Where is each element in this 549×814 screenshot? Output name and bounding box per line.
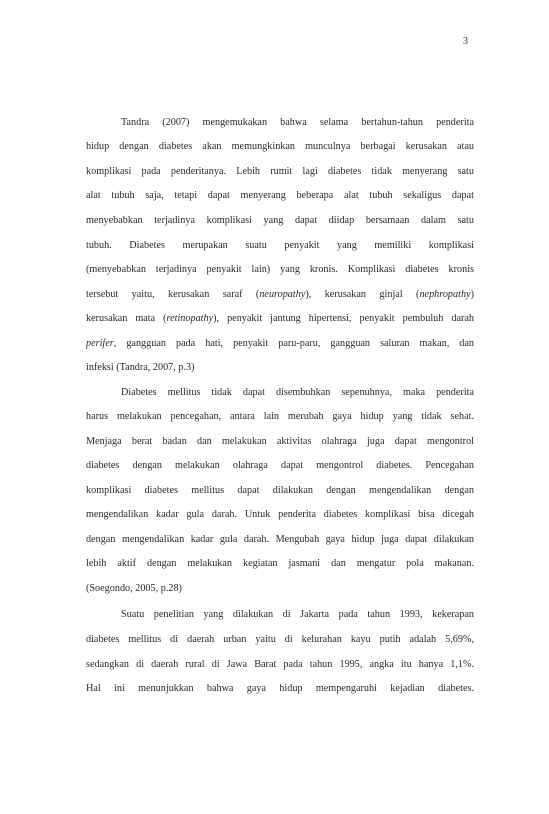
paragraph-line: perifer, gangguan pada hati, penyakit paru-paru, gangguan saluran makan, dan [86, 338, 474, 349]
paragraph-line: diabetes dengan melakukan olahraga dapat mengontrol diabetes. Pencegahan [86, 460, 474, 471]
paragraph-line: (menyebabkan terjadinya penyakit lain) yang kronis. Komplikasi diabetes kronis [86, 264, 474, 275]
paragraph-line: Hal ini menunjukkan bahwa gaya hidup mempengaruhi kejadian diabetes. [86, 683, 474, 694]
paragraph-line: komplikasi diabetes mellitus dapat dilakukan dengan mengendalikan dengan [86, 485, 474, 496]
paragraph-line: sedangkan di daerah rural di Jawa Barat pada tahun 1995, angka itu hanya 1,1%. [86, 659, 474, 670]
page-number: 3 [463, 36, 468, 47]
paragraph-line: alat tubuh saja, tetapi dapat menyerang beberapa alat tubuh sekaligus dapat [86, 190, 474, 201]
paragraph-line: (Soegondo, 2005, p.28) [86, 583, 182, 594]
paragraph-line: diabetes mellitus di daerah urban yaitu di kelurahan kayu putih adalah 5,69%, [86, 634, 474, 645]
paragraph-line: dengan mengendalikan kadar gula darah. Mengubah gaya hidup juga dapat dilakukan [86, 534, 474, 545]
paragraph-line: tersebut yaitu, kerusakan saraf (neuropathy), kerusakan ginjal (nephropathy) [86, 289, 474, 300]
paragraph-line: Menjaga berat badan dan melakukan aktivitas olahraga juga dapat mengontrol [86, 436, 474, 447]
paragraph-line: infeksi (Tandra, 2007, p.3) [86, 362, 195, 373]
paragraph-line: kerusakan mata (retinopathy), penyakit jantung hipertensi, penyakit pembuluh darah [86, 313, 474, 324]
paragraph-line: tubuh. Diabetes merupakan suatu penyakit yang memiliki komplikasi [86, 240, 474, 251]
paragraph-line: menyebabkan terjadinya komplikasi yang dapat diidap bersamaan dalam satu [86, 215, 474, 226]
paragraph-line: lebih aktif dengan melakukan kegiatan jasmani dan mengatur pola makanan. [86, 558, 474, 569]
paragraph-line: Diabetes mellitus tidak dapat disembuhkan sepenuhnya, maka penderita [121, 387, 474, 398]
paragraph-line: hidup dengan diabetes akan memungkinkan munculnya berbagai kerusakan atau [86, 141, 474, 152]
paragraph-line: mengendalikan kadar gula darah. Untuk penderita diabetes komplikasi bisa dicegah [86, 509, 474, 520]
paragraph-line: Tandra (2007) mengemukakan bahwa selama bertahun-tahun penderita [121, 117, 474, 128]
paragraph-line: Suatu penelitian yang dilakukan di Jakarta pada tahun 1993, kekerapan [121, 609, 474, 620]
paragraph-line: harus melakukan pencegahan, antara lain merubah gaya hidup yang tidak sehat. [86, 411, 474, 422]
paragraph-line: komplikasi pada penderitanya. Lebih rumit lagi diabetes tidak menyerang satu [86, 166, 474, 177]
